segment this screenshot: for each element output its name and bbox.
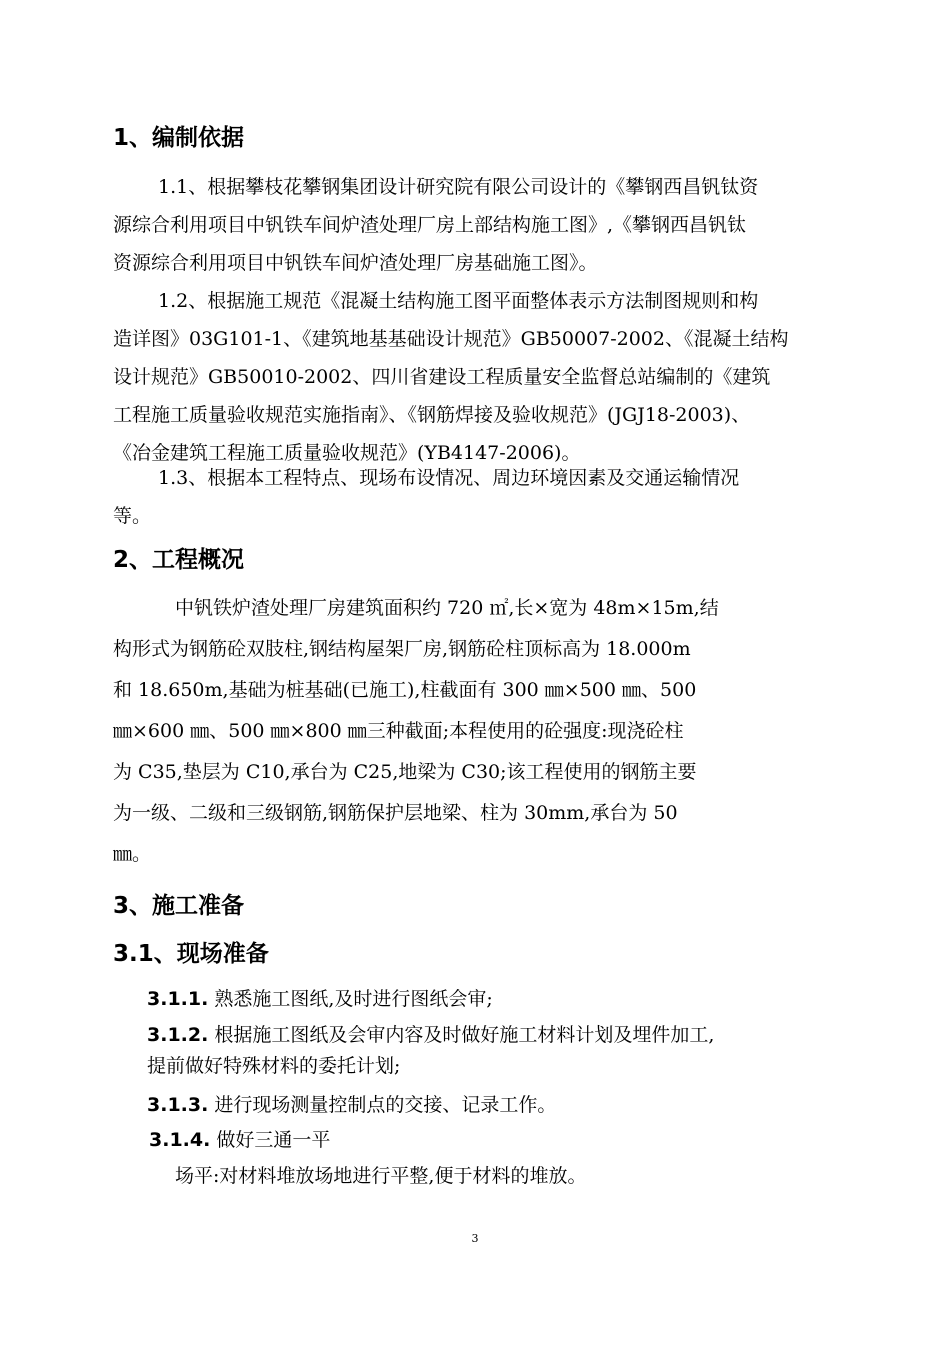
text-line: 为一级、二级和三级钢筋,钢筋保护层地梁、柱为 30mm,承台为 50 — [113, 802, 678, 824]
text-line: 和 18.650m,基础为桩基础(已施工),柱截面有 300 ㎜×500 ㎜、500 — [113, 679, 697, 701]
list-item — [147, 984, 877, 1015]
text-line: 中钒铁炉渣处理厂房建筑面积约 720 ㎡,长×宽为 48m×15m,结 — [175, 597, 719, 619]
item-text: 提前做好特殊材料的委托计划; — [147, 1055, 401, 1077]
list-item — [147, 1090, 877, 1121]
item-number: 3.1.2. — [147, 1024, 209, 1046]
item-text: 熟悉施工图纸,及时进行图纸会审; — [214, 988, 493, 1010]
text-line: 1.3、根据本工程特点、现场布设情况、周边环境因素及交通运输情况 — [158, 467, 740, 489]
item-number: 3.1.1. — [147, 988, 209, 1010]
subsection-heading-3-1: 3.1、现场准备 — [113, 941, 269, 967]
text-line: 为 C35,垫层为 C10,承台为 C25,地梁为 C30;该工程使用的钢筋主要 — [113, 761, 697, 783]
text-line: 造详图》03G101-1、《建筑地基基础设计规范》GB50007-2002、《混凝土结构 — [113, 328, 789, 350]
paragraph-2-1 — [113, 588, 863, 875]
item-number: 3.1.3. — [147, 1094, 209, 1116]
paragraph-1-2 — [113, 282, 863, 472]
text-line: ㎜。 — [113, 843, 152, 865]
list-item — [149, 1125, 879, 1156]
text-line: 构形式为钢筋砼双肢柱,钢结构屋架厂房,钢筋砼柱顶标高为 18.000m — [113, 638, 691, 660]
item-text: 根据施工图纸及会审内容及时做好施工材料计划及埋件加工, — [214, 1024, 715, 1046]
text-line: 资源综合利用项目中钒铁车间炉渣处理厂房基础施工图》。 — [113, 252, 598, 274]
text-line: 1.2、根据施工规范《混凝土结构施工图平面整体表示方法制图规则和构 — [158, 290, 759, 312]
section-heading-3: 3、施工准备 — [113, 893, 245, 919]
text-line: 1.1、根据攀枝花攀钢集团设计研究院有限公司设计的《攀钢西昌钒钛资 — [158, 176, 759, 198]
text-line: ㎜×600 ㎜、500 ㎜×800 ㎜三种截面;本程使用的砼强度:现浇砼柱 — [113, 720, 684, 742]
page-number: 3 — [471, 1232, 479, 1245]
text-line: 等。 — [113, 505, 152, 527]
note-text: 场平:对材料堆放场地进行平整,便于材料的堆放。 — [175, 1165, 587, 1187]
paragraph-1-3 — [113, 459, 863, 535]
item-number: 3.1.4. — [149, 1129, 211, 1151]
section-heading-1: 1、编制依据 — [113, 125, 245, 151]
paragraph-1-1 — [113, 168, 863, 282]
text-line: 工程施工质量验收规范实施指南》、《钢筋焊接及验收规范》(JGJ18-2003)、 — [113, 404, 751, 426]
text-line: 设计规范》GB50010-2002、四川省建设工程质量安全监督总站编制的《建筑 — [113, 366, 771, 388]
text-line: 源综合利用项目中钒铁车间炉渣处理厂房上部结构施工图》,《攀钢西昌钒钛 — [113, 214, 747, 236]
section-heading-2: 2、工程概况 — [113, 547, 245, 573]
item-text: 做好三通一平 — [216, 1129, 331, 1151]
list-item — [147, 1020, 877, 1082]
text-line: 《冶金建筑工程施工质量验收规范》(YB4147-2006)。 — [113, 442, 581, 464]
item-text: 进行现场测量控制点的交接、记录工作。 — [214, 1094, 557, 1116]
